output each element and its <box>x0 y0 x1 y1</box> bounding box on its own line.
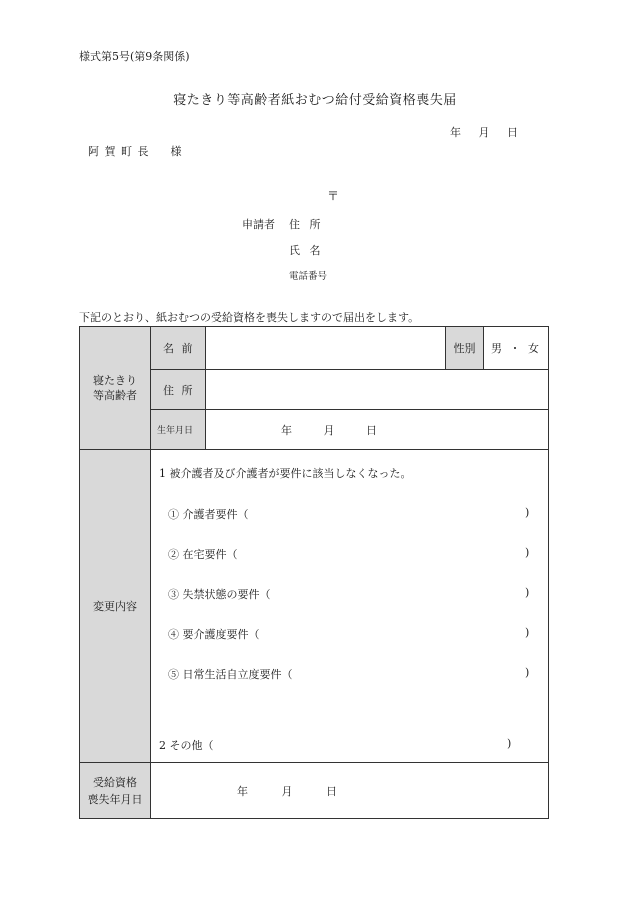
change-sub-2-close: ) <box>525 546 530 559</box>
form-number: 様式第5号(第9条関係) <box>79 50 190 63</box>
lost-date-value: 年 月 日 <box>237 784 337 798</box>
name-label-cell <box>151 327 206 370</box>
change-sub-5[interactable]: ⑤ 日常生活自立度要件（ <box>168 668 293 681</box>
dob-label-cell <box>151 410 206 450</box>
change-content-cell <box>151 450 549 763</box>
submission-date[interactable]: 年 月 日 <box>450 126 518 139</box>
change-sub-2[interactable]: ② 在宅要件（ <box>168 548 238 561</box>
applicant-name-label: 氏 名 <box>289 244 324 257</box>
sex-label-cell <box>446 327 484 370</box>
dob-value: 年 月 日 <box>281 423 377 437</box>
address-label-cell <box>151 370 206 410</box>
elderly-label: 寝たきり 等高齢者 <box>93 374 137 402</box>
address-field[interactable] <box>206 370 549 410</box>
change-sub-3-close: ) <box>525 586 530 599</box>
name-field[interactable] <box>206 327 446 370</box>
change-item-2-close: ) <box>507 737 512 750</box>
applicant-phone-label: 電話番号 <box>289 271 328 282</box>
sex-value: 男 ・ 女 <box>491 342 541 355</box>
change-item-2[interactable]: 2 その他（ <box>159 739 214 752</box>
change-label-cell <box>80 450 151 763</box>
change-sub-1-close: ) <box>525 506 530 519</box>
address-label: 住 所 <box>163 383 195 397</box>
lost-date-field[interactable] <box>151 763 549 819</box>
applicant-address-label: 住 所 <box>289 218 324 231</box>
dob-field[interactable] <box>206 410 549 450</box>
applicant-label: 申請者 <box>242 218 275 231</box>
change-label: 変更内容 <box>93 600 137 613</box>
postal-mark: 〒 <box>327 189 340 203</box>
sex-field[interactable] <box>484 327 549 370</box>
change-sub-3[interactable]: ③ 失禁状態の要件（ <box>168 588 271 601</box>
elderly-label-cell <box>80 327 151 450</box>
name-label: 名 前 <box>163 342 195 355</box>
lost-label-cell <box>80 763 151 819</box>
addressee: 阿 賀 町 長 様 <box>88 145 183 158</box>
sex-label: 性別 <box>453 342 476 355</box>
change-sub-4[interactable]: ④ 要介護度要件（ <box>168 628 260 641</box>
dob-label: 生年月日 <box>157 426 194 436</box>
document-title: 寝たきり等高齢者紙おむつ給付受給資格喪失届 <box>173 93 457 108</box>
loss-form-table <box>79 326 549 819</box>
change-sub-1[interactable]: ① 介護者要件（ <box>168 508 249 521</box>
intro-text: 下記のとおり、紙おむつの受給資格を喪失しますので届出をします。 <box>79 311 420 324</box>
change-sub-4-close: ) <box>525 626 530 639</box>
lost-label: 受給資格 喪失年月日 <box>87 775 143 806</box>
change-sub-5-close: ) <box>525 666 530 679</box>
change-item-1[interactable]: 1 被介護者及び介護者が要件に該当しなくなった。 <box>159 467 412 480</box>
